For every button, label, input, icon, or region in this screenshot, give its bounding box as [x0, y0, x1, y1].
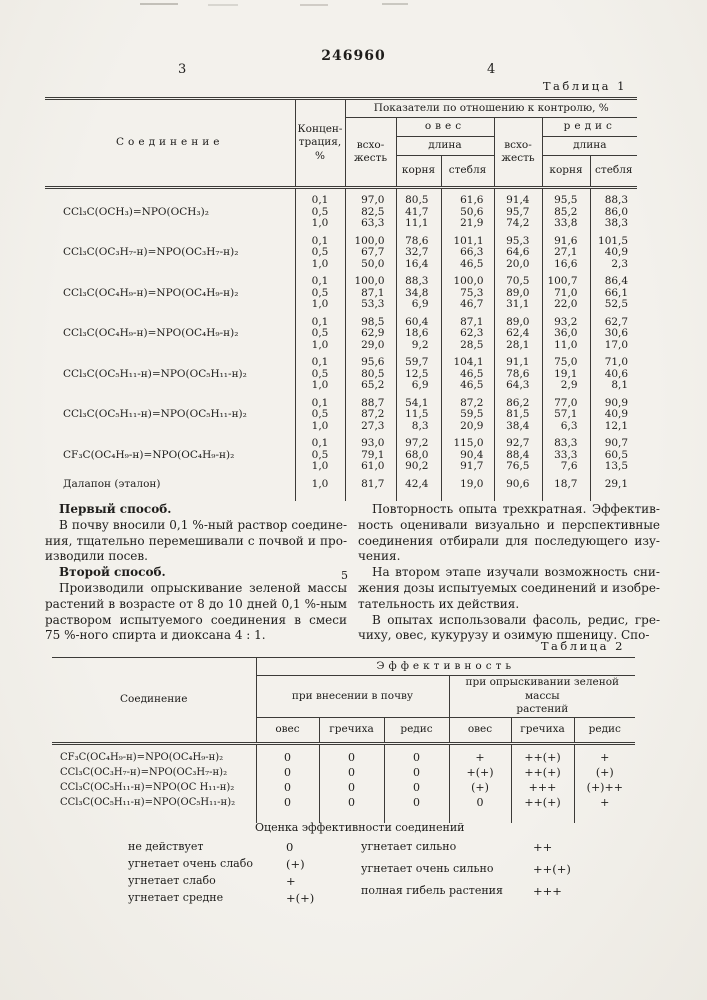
value-cell: 13,5: [590, 461, 637, 473]
value-cell: 88,3: [590, 188, 637, 207]
compound-formula: CF₃C(OC₄H₉-н)=NPO(OC₄H₉-н)₂: [60, 751, 224, 763]
effect-cell: 0: [384, 780, 449, 795]
value-cell: 46,7: [441, 299, 494, 311]
value-cell: 68,0: [396, 450, 441, 462]
col-header-spray-application: при опрыскивании зеленой массы растений: [449, 676, 635, 718]
col-header-radish-spray: редис: [574, 717, 635, 743]
value-cell: 19,1: [542, 369, 590, 381]
value-cell: 33,3: [542, 450, 590, 462]
value-cell: 64,6: [494, 247, 542, 259]
text-line: чиху, овес, кукурузу и озимую пшеницу. Спо-: [358, 628, 650, 643]
table2-row: [52, 765, 635, 780]
concentration-cell: 1,0: [295, 259, 345, 271]
table2-header: [52, 658, 635, 744]
page-number-right: 4: [487, 62, 496, 77]
effect-cell: 0: [319, 780, 384, 795]
value-cell: 82,5: [345, 207, 396, 219]
value-cell: 91,7: [441, 461, 494, 473]
value-cell: 66,1: [590, 288, 637, 300]
legend-entry: [128, 891, 353, 905]
value-cell: 8,3: [396, 421, 441, 433]
compound-formula: CCl₃C(OC₃H₇-н)=NPO(OC₃H₇-н)₂: [60, 766, 228, 778]
value-cell: 22,0: [542, 299, 590, 311]
value-cell: 95,7: [494, 207, 542, 219]
effect-cell: 0: [256, 743, 319, 765]
legend-entry-label: угнетает очень слабо: [128, 857, 253, 870]
spacer-cell: [45, 490, 295, 501]
value-cell: 62,4: [494, 328, 542, 340]
value-cell: 42,4: [396, 473, 441, 491]
table1-row: [45, 311, 637, 329]
concentration-cell: 0,1: [295, 311, 345, 329]
table1-header: [45, 99, 637, 188]
value-cell: 20,0: [494, 259, 542, 271]
value-cell: 36,0: [542, 328, 590, 340]
value-cell: 115,0: [441, 432, 494, 450]
page-number-left: 3: [178, 62, 187, 77]
text-line: В опытах использовали фасоль, редис, гре-: [372, 612, 660, 627]
concentration-cell: 0,1: [295, 432, 345, 450]
legend-entry-symbol: 0: [286, 840, 294, 854]
value-cell: 40,6: [590, 369, 637, 381]
legend-entry: [128, 840, 353, 854]
value-cell: 38,4: [494, 421, 542, 433]
concentration-cell: 1,0: [295, 421, 345, 433]
col-header-oats-spray: овес: [449, 717, 511, 743]
text-line: тательность их действия.: [358, 596, 520, 611]
value-cell: 90,6: [494, 473, 542, 491]
col-header-concentration: Концен- трация, %: [295, 99, 345, 188]
effect-cell: 0: [449, 795, 511, 810]
value-cell: 100,0: [441, 270, 494, 288]
effect-cell: +: [574, 795, 635, 810]
value-cell: 89,0: [494, 311, 542, 329]
table2-row: [52, 795, 635, 810]
value-cell: 62,9: [345, 328, 396, 340]
effect-cell: 0: [256, 765, 319, 780]
concentration-cell: 0,1: [295, 270, 345, 288]
compound-formula: CCl₃C(OCH₃)=NPO(OCH₃)₂: [63, 205, 209, 218]
legend-entry-label: угнетает сильно: [361, 840, 457, 853]
value-cell: 65,2: [345, 380, 396, 392]
effect-cell: 0: [384, 765, 449, 780]
legend-entry: [361, 884, 598, 898]
value-cell: 28,1: [494, 340, 542, 352]
concentration-cell: 0,5: [295, 247, 345, 259]
table1-caption: Таблица 1: [542, 79, 627, 93]
value-cell: 2,3: [590, 259, 637, 271]
legend-entry-symbol: +++: [533, 884, 562, 898]
value-cell: 27,1: [542, 247, 590, 259]
text-column-left: [45, 502, 347, 644]
value-cell: 104,1: [441, 351, 494, 369]
value-cell: 12,5: [396, 369, 441, 381]
compound-formula: Далапон (эталон): [63, 477, 161, 490]
value-cell: 29,0: [345, 340, 396, 352]
col-header-length-oats: длина: [396, 137, 494, 156]
table1-section: [45, 79, 637, 501]
table2-body: [52, 743, 635, 823]
spacer-cell: [590, 490, 637, 501]
col-header-buckwheat-spray: гречиха: [511, 717, 574, 743]
table1-spacer-row: [45, 490, 637, 501]
compound-formula: CCl₃C(OC₃H₇-н)=NPO(OC₃H₇-н)₂: [63, 246, 239, 258]
value-cell: 33,8: [542, 218, 590, 230]
value-cell: 16,4: [396, 259, 441, 271]
compound-formula: CCl₃C(OC₅H₁₁-н)=NPO(OC₅H₁₁-н)₂: [60, 796, 236, 808]
value-cell: 95,6: [345, 351, 396, 369]
concentration-cell: 1,0: [295, 340, 345, 352]
concentration-cell: 0,5: [295, 207, 345, 219]
value-cell: 74,2: [494, 218, 542, 230]
concentration-cell: 0,5: [295, 409, 345, 421]
value-cell: 11,5: [396, 409, 441, 421]
table1-row: [45, 473, 637, 491]
compound-formula: CCl₃C(OC₄H₉-н)=NPO(OC₄H₉-н)₂: [63, 286, 239, 299]
concentration-cell: 1,0: [295, 299, 345, 311]
legend-column-right: [361, 840, 598, 906]
value-cell: 97,2: [396, 432, 441, 450]
value-cell: 11,0: [542, 340, 590, 352]
table1: [45, 97, 637, 501]
value-cell: 88,7: [345, 392, 396, 410]
table1-row: [45, 188, 637, 207]
col-header-germination-radish: всхо- жесть: [494, 118, 542, 188]
compound-formula: CCl₃C(OC₅H₁₁-н)=NPO(OC₅H₁₁-н)₂: [63, 408, 247, 420]
legend-entry-symbol: ++: [533, 840, 553, 854]
value-cell: 89,0: [494, 288, 542, 300]
scan-artifact: [140, 3, 178, 5]
col-header-indicators: Показатели по отношению к контролю, %: [345, 99, 637, 118]
text-line: Повторность опыта трехкратная. Эффектив-: [372, 502, 660, 516]
table2-section: [52, 639, 635, 823]
value-cell: 18,6: [396, 328, 441, 340]
concentration-cell: 0,5: [295, 328, 345, 340]
legend-entry-symbol: +(+): [286, 891, 315, 905]
value-cell: 53,3: [345, 299, 396, 311]
value-cell: 85,2: [542, 207, 590, 219]
table1-row: [45, 432, 637, 450]
value-cell: 93,0: [345, 432, 396, 450]
value-cell: 80,5: [345, 369, 396, 381]
text-line: ность оценивали визуально и перспективные: [358, 517, 660, 532]
compound-formula: CCl₃C(OC₅H₁₁-н)=NPO(OC H₁₁-н)₂: [60, 781, 235, 793]
col-header-radish: редис: [542, 118, 637, 137]
value-cell: 101,1: [441, 230, 494, 248]
value-cell: 75,0: [542, 351, 590, 369]
value-cell: 95,5: [542, 188, 590, 207]
value-cell: 91,4: [494, 188, 542, 207]
legend-entry-label: угнетает средне: [128, 891, 224, 904]
col-header-buckwheat-soil: гречиха: [319, 717, 384, 743]
legend-title: Оценка эффективности соединений: [255, 821, 465, 834]
value-cell: 98,5: [345, 311, 396, 329]
value-cell: 31,1: [494, 299, 542, 311]
effect-cell: +++: [511, 780, 574, 795]
compound-formula: CCl₃C(OC₄H₉-н)=NPO(OC₄H₉-н)₂: [63, 327, 239, 339]
text-line: соединения отбирали для последующего изу-: [358, 533, 660, 548]
effect-cell: +(+): [449, 765, 511, 780]
value-cell: 2,9: [542, 380, 590, 392]
value-cell: 63,3: [345, 218, 396, 230]
value-cell: 7,6: [542, 461, 590, 473]
text-line: раствором испытуемого соединения в смеси: [45, 612, 347, 627]
value-cell: 57,1: [542, 409, 590, 421]
text-line: изводили посев.: [45, 549, 148, 564]
scan-artifact: [208, 4, 238, 6]
effect-cell: ++(+): [511, 765, 574, 780]
text-line: растений в возрасте от 8 до 10 дней 0,1 %-ным: [45, 596, 347, 611]
scan-artifact: [300, 4, 328, 6]
effect-cell: +: [574, 743, 635, 765]
table2-row: [52, 780, 635, 795]
value-cell: 86,2: [494, 392, 542, 410]
value-cell: 60,4: [396, 311, 441, 329]
value-cell: 20,9: [441, 421, 494, 433]
paragraph-heading: Первый способ.: [59, 502, 172, 516]
effect-cell: 0: [256, 795, 319, 810]
value-cell: 78,6: [494, 369, 542, 381]
value-cell: 46,5: [441, 369, 494, 381]
value-cell: 46,5: [441, 380, 494, 392]
legend-entry: [128, 857, 353, 871]
text-line: чения.: [358, 549, 401, 564]
value-cell: 77,0: [542, 392, 590, 410]
col-header-stem-radish: стебля: [590, 156, 637, 188]
table1-row: [45, 392, 637, 410]
spacer-cell: [295, 490, 345, 501]
value-cell: 91,6: [542, 230, 590, 248]
value-cell: 59,7: [396, 351, 441, 369]
spacer-cell: [494, 490, 542, 501]
value-cell: 16,6: [542, 259, 590, 271]
effect-cell: 0: [256, 780, 319, 795]
effect-cell: (+): [574, 765, 635, 780]
value-cell: 50,6: [441, 207, 494, 219]
effect-cell: 0: [319, 743, 384, 765]
value-cell: 50,0: [345, 259, 396, 271]
value-cell: 6,9: [396, 299, 441, 311]
spacer-cell: [345, 490, 396, 501]
value-cell: 88,3: [396, 270, 441, 288]
text-line: жения дозы испытуемых соединений и изобре-: [358, 580, 660, 595]
value-cell: 18,7: [542, 473, 590, 491]
value-cell: 92,7: [494, 432, 542, 450]
effect-cell: (+): [449, 780, 511, 795]
value-cell: 61,6: [441, 188, 494, 207]
value-cell: 83,3: [542, 432, 590, 450]
col-header-germination-oats: всхо- жесть: [345, 118, 396, 188]
value-cell: 8,1: [590, 380, 637, 392]
effect-cell: +: [449, 743, 511, 765]
value-cell: 90,4: [441, 450, 494, 462]
table2-row: [52, 743, 635, 765]
col-header-radish-soil: редис: [384, 717, 449, 743]
value-cell: 64,3: [494, 380, 542, 392]
effect-cell: 0: [384, 743, 449, 765]
legend-entry-label: угнетает очень сильно: [361, 862, 494, 875]
concentration-cell: 0,5: [295, 450, 345, 462]
value-cell: 12,1: [590, 421, 637, 433]
col-header-root-radish: корня: [542, 156, 590, 188]
table1-row: [45, 270, 637, 288]
value-cell: 90,2: [396, 461, 441, 473]
value-cell: 91,1: [494, 351, 542, 369]
value-cell: 34,8: [396, 288, 441, 300]
text-line: Производили опрыскивание зеленой массы: [59, 580, 347, 595]
value-cell: 87,1: [441, 311, 494, 329]
value-cell: 80,5: [396, 188, 441, 207]
value-cell: 32,7: [396, 247, 441, 259]
value-cell: 30,6: [590, 328, 637, 340]
col-header-compound: Соединение: [116, 136, 224, 149]
table1-row: [45, 351, 637, 369]
value-cell: 75,3: [441, 288, 494, 300]
scan-artifact: [382, 3, 408, 5]
concentration-cell: 0,1: [295, 351, 345, 369]
value-cell: 81,7: [345, 473, 396, 491]
legend-entry-label: полная гибель растения: [361, 884, 503, 897]
value-cell: 62,3: [441, 328, 494, 340]
legend-entry: [361, 840, 598, 854]
concentration-cell: 0,1: [295, 230, 345, 248]
value-cell: 41,7: [396, 207, 441, 219]
value-cell: 19,0: [441, 473, 494, 491]
spacer-cell: [542, 490, 590, 501]
value-cell: 28,5: [441, 340, 494, 352]
effect-cell: 0: [319, 795, 384, 810]
value-cell: 101,5: [590, 230, 637, 248]
value-cell: 29,1: [590, 473, 637, 491]
table2-caption: Таблица 2: [540, 639, 625, 653]
patent-number: 246960: [321, 48, 386, 64]
value-cell: 100,7: [542, 270, 590, 288]
value-cell: 40,9: [590, 409, 637, 421]
value-cell: 40,9: [590, 247, 637, 259]
col-header-stem-oats: стебля: [441, 156, 494, 188]
effectiveness-legend: [128, 821, 598, 905]
legend-entry-symbol: ++(+): [533, 862, 571, 876]
effect-cell: (+)++: [574, 780, 635, 795]
table2: [52, 657, 635, 823]
effect-cell: ++(+): [511, 743, 574, 765]
value-cell: 60,5: [590, 450, 637, 462]
table1-row: [45, 230, 637, 248]
col-header-oats-soil: овес: [256, 717, 319, 743]
spacer-cell: [396, 490, 441, 501]
value-cell: 66,3: [441, 247, 494, 259]
paragraph-heading: Второй способ.: [59, 565, 166, 580]
value-cell: 61,0: [345, 461, 396, 473]
value-cell: 87,2: [441, 392, 494, 410]
effect-cell: 0: [319, 765, 384, 780]
spacer-cell: [441, 490, 494, 501]
concentration-cell: 1,0: [295, 461, 345, 473]
concentration-cell: 1,0: [295, 380, 345, 392]
value-cell: 38,3: [590, 218, 637, 230]
value-cell: 95,3: [494, 230, 542, 248]
value-cell: 78,6: [396, 230, 441, 248]
table1-body: [45, 188, 637, 502]
legend-entry-symbol: +: [286, 874, 296, 888]
value-cell: 52,5: [590, 299, 637, 311]
value-cell: 62,7: [590, 311, 637, 329]
effect-cell: 0: [384, 795, 449, 810]
value-cell: 67,7: [345, 247, 396, 259]
value-cell: 100,0: [345, 270, 396, 288]
value-cell: 97,0: [345, 188, 396, 207]
value-cell: 17,0: [590, 340, 637, 352]
value-cell: 93,2: [542, 311, 590, 329]
value-cell: 71,0: [542, 288, 590, 300]
value-cell: 9,2: [396, 340, 441, 352]
value-cell: 87,2: [345, 409, 396, 421]
value-cell: 11,1: [396, 218, 441, 230]
legend-entry: [361, 862, 598, 876]
value-cell: 70,5: [494, 270, 542, 288]
value-cell: 27,3: [345, 421, 396, 433]
value-cell: 71,0: [590, 351, 637, 369]
compound-formula: CF₃C(OC₄H₉-н)=NPO(OC₄H₉-н)₂: [63, 448, 235, 461]
concentration-cell: 0,1: [295, 188, 345, 207]
legend-entry-label: угнетает слабо: [128, 874, 216, 887]
concentration-cell: 0,1: [295, 392, 345, 410]
value-cell: 21,9: [441, 218, 494, 230]
col-header-root-oats: корня: [396, 156, 441, 188]
value-cell: 86,0: [590, 207, 637, 219]
legend-column-left: [128, 840, 353, 908]
value-cell: 46,5: [441, 259, 494, 271]
text-line: 75 %-ного спирта и диоксана 4 : 1.: [45, 628, 266, 643]
value-cell: 6,3: [542, 421, 590, 433]
value-cell: 86,4: [590, 270, 637, 288]
legend-entry-symbol: (+): [286, 857, 305, 871]
concentration-cell: 1,0: [295, 473, 345, 491]
value-cell: 88,4: [494, 450, 542, 462]
text-line: В почву вносили 0,1 %-ный раствор соедине-: [59, 517, 347, 532]
concentration-cell: 1,0: [295, 218, 345, 230]
text-line: На втором этапе изучали возможность сни-: [372, 565, 660, 580]
legend-entry: [128, 874, 353, 888]
value-cell: 76,5: [494, 461, 542, 473]
value-cell: 6,9: [396, 380, 441, 392]
col-header-compound: Соединение: [120, 693, 188, 706]
compound-formula: CCl₃C(OC₅H₁₁-н)=NPO(OC₅H₁₁-н)₂: [63, 367, 247, 380]
col-header-oats: овес: [396, 118, 494, 137]
value-cell: 87,1: [345, 288, 396, 300]
text-line: ния, тщательно перемешивали с почвой и про-: [45, 533, 347, 548]
col-header-effectiveness: Эффективность: [256, 658, 635, 676]
value-cell: 90,7: [590, 432, 637, 450]
col-header-length-radish: длина: [542, 137, 637, 156]
value-cell: 90,9: [590, 392, 637, 410]
value-cell: 100,0: [345, 230, 396, 248]
concentration-cell: 0,5: [295, 369, 345, 381]
value-cell: 54,1: [396, 392, 441, 410]
value-cell: 79,1: [345, 450, 396, 462]
text-column-right: [358, 502, 660, 644]
value-cell: 59,5: [441, 409, 494, 421]
margin-line-number: 5: [341, 569, 348, 582]
effect-cell: ++(+): [511, 795, 574, 810]
value-cell: 81,5: [494, 409, 542, 421]
concentration-cell: 0,5: [295, 288, 345, 300]
col-header-soil-application: при внесении в почву: [256, 676, 449, 718]
legend-entry-label: не действует: [128, 840, 204, 853]
